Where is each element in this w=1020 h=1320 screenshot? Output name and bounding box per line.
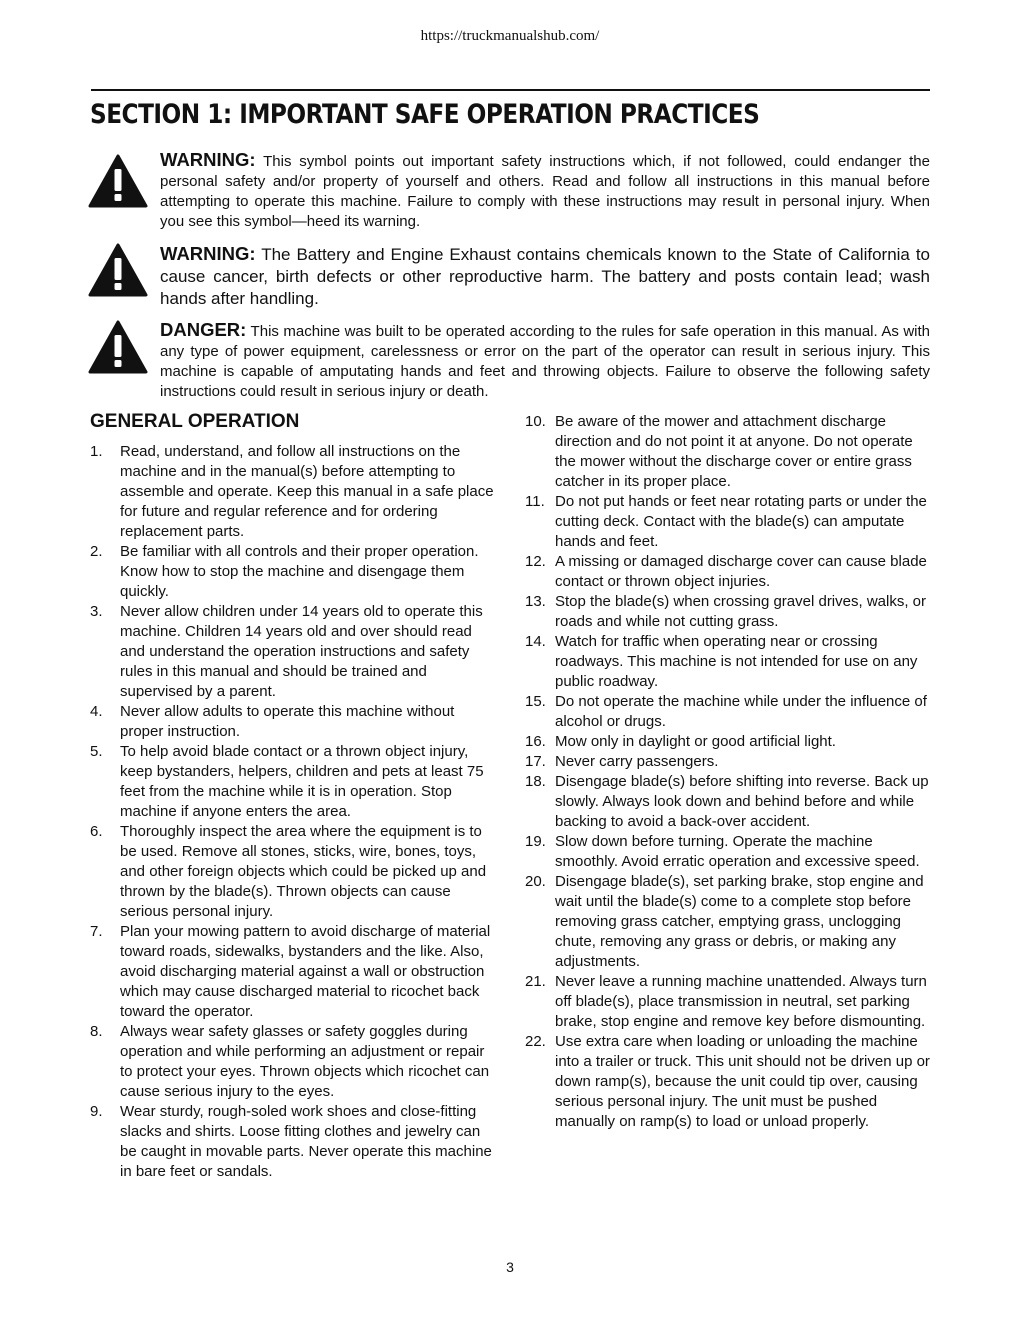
list-item: [90, 1022, 495, 1102]
item-text: Stop the blade(s) when crossing gravel drives, walks, or roads and while not cutting grass.: [555, 593, 927, 630]
item-number: 17.: [525, 753, 546, 770]
list-item: [525, 872, 930, 972]
warning-triangle-icon: [88, 243, 148, 297]
danger-notice-text: [160, 320, 930, 402]
item-text: Mow only in daylight or good artificial light.: [555, 733, 836, 750]
item-number: 8.: [90, 1023, 103, 1040]
item-text: Plan your mowing pattern to avoid discharge of material toward roads, sidewalks, bystanders and the like. Also, avoid discharging material against a wall or obstruction which may cause discharged material to ricochet back toward the operator.: [120, 923, 491, 1020]
list-item: [525, 772, 930, 832]
list-item: [525, 832, 930, 872]
list-item: [90, 542, 495, 602]
item-text: To help avoid blade contact or a thrown object injury, keep bystanders, helpers, children and pets at least 75 feet from the machine while it is in operation. Stop machine if anyone enters the area.: [120, 743, 484, 820]
item-number: 22.: [525, 1033, 546, 1050]
item-number: 4.: [90, 703, 103, 720]
list-item: [90, 922, 495, 1022]
item-number: 1.: [90, 443, 103, 460]
list-item: [90, 702, 495, 742]
item-text: Be aware of the mower and attachment discharge direction and do not point it at anyone. Do not operate the mower without the discharge cover or entire grass catcher in its proper place.: [555, 413, 913, 490]
item-text: Watch for traffic when operating near or crossing roadways. This machine is not intended for use on any public roadway.: [555, 633, 918, 690]
item-number: 2.: [90, 543, 103, 560]
list-item: [90, 742, 495, 822]
item-number: 10.: [525, 413, 546, 430]
list-item: [525, 552, 930, 592]
list-item: [90, 1102, 495, 1182]
warning-general-text: [160, 150, 930, 232]
warning-california-text: [160, 243, 930, 310]
item-text: Wear sturdy, rough-soled work shoes and close-fitting slacks and shirts. Loose fitting clothes and jewelry can be caught in movable parts. Never operate this machine in bare feet or sandals.: [120, 1103, 492, 1180]
alert-keyword: WARNING:: [160, 149, 256, 170]
list-item: [525, 1032, 930, 1132]
item-text: A missing or damaged discharge cover can cause blade contact or thrown object injuries.: [555, 553, 927, 590]
alert-keyword: WARNING:: [160, 243, 256, 264]
alert-message: This symbol points out important safety instructions which, if not followed, could endanger the personal safety and/or property of yourself and others. Read and follow all instructions in this manual before attempting to operate this machine. Failure to comply with these instructions may result in personal injury. When you see this symbol—heed its warning.: [160, 153, 930, 230]
list-item: [90, 442, 495, 542]
alert-keyword: DANGER:: [160, 319, 247, 340]
list-item: [525, 692, 930, 732]
page-number: 3: [506, 1259, 514, 1275]
item-text: Be familiar with all controls and their proper operation. Know how to stop the machine and disengage them quickly.: [120, 543, 479, 600]
item-number: 13.: [525, 593, 546, 610]
section-title: SECTION 1: IMPORTANT SAFE OPERATION PRACTICES: [90, 99, 760, 130]
alert-message: The Battery and Engine Exhaust contains chemicals known to the State of California to cause cancer, birth defects or other reproductive harm. The battery and posts contain lead; wash hands after handling.: [160, 245, 930, 308]
list-item: [525, 632, 930, 692]
item-text: Disengage blade(s), set parking brake, stop engine and wait until the blade(s) come to a complete stop before removing grass catcher, emptying grass, unclogging chute, removing any grass or debris, or making any adjustments.: [555, 873, 924, 970]
item-number: 7.: [90, 923, 103, 940]
header-rule: [91, 89, 930, 91]
item-text: Slow down before turning. Operate the machine smoothly. Avoid erratic operation and excessive speed.: [555, 833, 920, 870]
source-url: https://truckmanualshub.com/: [420, 28, 600, 44]
general-operation-heading: GENERAL OPERATION: [90, 411, 300, 432]
item-text: Thoroughly inspect the area where the equipment is to be used. Remove all stones, sticks, wire, bones, toys, and other foreign objects which could be picked up and thrown by the blade(s). Thrown objects can cause serious personal injury.: [120, 823, 487, 920]
item-number: 6.: [90, 823, 103, 840]
item-number: 11.: [525, 493, 545, 510]
item-text: Use extra care when loading or unloading the machine into a trailer or truck. This unit should not be driven up or down ramp(s), because the unit could tip over, causing serious personal injury. The unit must be pushed manually on ramp(s) to load or unload properly.: [555, 1033, 930, 1130]
item-text: Always wear safety glasses or safety goggles during operation and while performing an adjustment or repair to protect your eyes. Thrown objects which ricochet can cause serious injury to the eyes.: [120, 1023, 490, 1100]
list-item: [525, 412, 930, 492]
item-text: Do not put hands or feet near rotating parts or under the cutting deck. Contact with the blade(s) can amputate hands and feet.: [555, 493, 927, 550]
item-number: 20.: [525, 873, 546, 890]
list-item: [525, 492, 930, 552]
warning-triangle-icon: [88, 320, 148, 374]
list-item: [525, 732, 930, 752]
item-number: 19.: [525, 833, 546, 850]
item-number: 14.: [525, 633, 546, 650]
item-number: 18.: [525, 773, 546, 790]
item-number: 16.: [525, 733, 546, 750]
item-text: Disengage blade(s) before shifting into reverse. Back up slowly. Always look down and behind before and while backing to avoid a back-over accident.: [555, 773, 929, 830]
list-item: [90, 602, 495, 702]
warning-triangle-icon: [88, 154, 148, 208]
item-number: 9.: [90, 1103, 103, 1120]
list-item: [525, 752, 930, 772]
item-text: Read, understand, and follow all instructions on the machine and in the manual(s) before attempting to assemble and operate. Keep this manual in a safe place for future and regular reference and for ordering replacement parts.: [120, 443, 494, 540]
general-operation-list-right: [525, 412, 930, 1132]
item-number: 15.: [525, 693, 546, 710]
item-text: Never carry passengers.: [555, 753, 719, 770]
list-item: [90, 822, 495, 922]
general-operation-list-left: [90, 442, 495, 1182]
item-number: 5.: [90, 743, 103, 760]
item-number: 12.: [525, 553, 546, 570]
item-text: Never leave a running machine unattended. Always turn off blade(s), place transmission in neutral, set parking brake, stop engine and remove key before dismounting.: [555, 973, 927, 1030]
item-number: 21.: [525, 973, 546, 990]
list-item: [525, 592, 930, 632]
list-item: [525, 972, 930, 1032]
item-text: Do not operate the machine while under the influence of alcohol or drugs.: [555, 693, 927, 730]
item-text: Never allow children under 14 years old to operate this machine. Children 14 years old and over should read and understand the operation instructions and safety rules in this manual and should be trained and supervised by a parent.: [120, 603, 483, 700]
item-text: Never allow adults to operate this machine without proper instruction.: [120, 703, 455, 740]
item-number: 3.: [90, 603, 103, 620]
alert-message: This machine was built to be operated according to the rules for safe operation in this manual. As with any type of power equipment, carelessness or error on the part of the operator can result in serious injury. This machine is capable of amputating hands and feet and throwing objects. Failure to observe the following safety instructions could result in serious injury or death.: [160, 323, 930, 400]
